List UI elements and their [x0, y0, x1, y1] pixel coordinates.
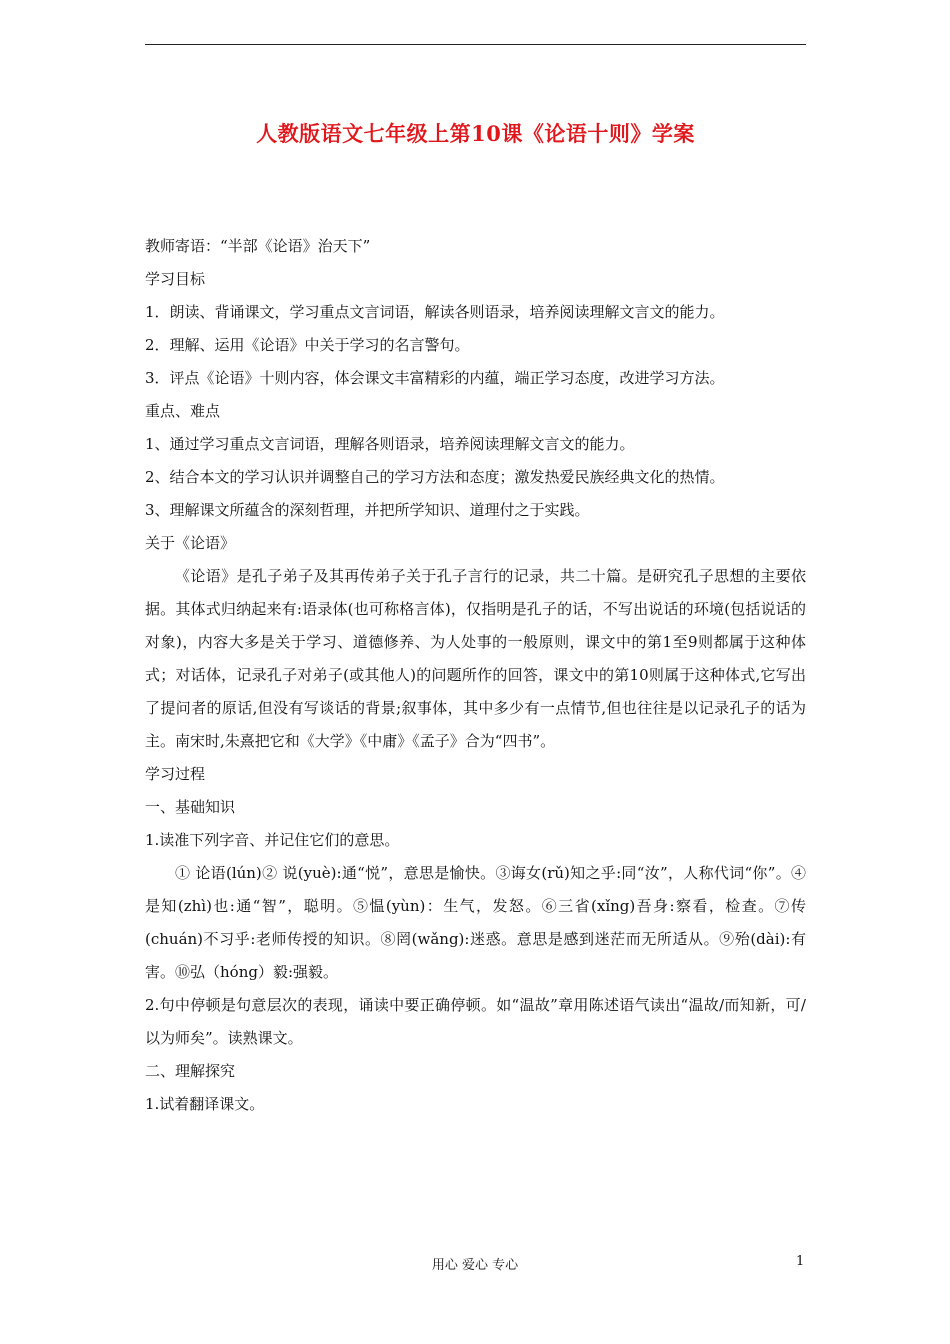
objective-item: 1．朗读、背诵课文，学习重点文言词语，解读各则语录，培养阅读理解文言文的能力。 — [145, 303, 725, 321]
objectives-heading: 学习目标 — [145, 270, 206, 288]
pronunciation-instruction: 1.读准下列字音、并记住它们的意思。 — [145, 831, 400, 849]
footer-motto: 用心 爱心 专心 — [431, 1258, 519, 1273]
section-understanding-heading: 二、理解探究 — [145, 1062, 236, 1080]
keypoint-item: 1、通过学习重点文言词语，理解各则语录，培养阅读理解文言文的能力。 — [145, 435, 635, 453]
document-body — [145, 230, 806, 1121]
objective-item: 2．理解、运用《论语》中关于学习的名言警句。 — [145, 336, 470, 354]
document-title: 人教版语文七年级上第10课《论语十则》学案 — [256, 121, 695, 146]
keypoints-heading: 重点、难点 — [145, 402, 221, 420]
translation-instruction: 1.试着翻译课文。 — [145, 1095, 265, 1113]
pronunciation-paragraph: ① 论语(lún)② 说(yuè):通“悦”，意思是愉快。③诲女(rǔ)知之乎:同“汝”，人称代词“你”。④是知(zhì)也:通“智”，聪明。⑤愠(yùn)：生气，发怒。⑥三省(xǐng)吾身:察看，检查。⑦传(chuán)不习乎:老师传授的知识。⑧罔(wǎng):迷惑。意思是感到迷茫而无所适从。⑨殆(dài):有害。⑩弘（hóng）毅:强毅。 — [145, 864, 806, 981]
objective-item: 3．评点《论语》十则内容，体会课文丰富精彩的内蕴，端正学习态度，改进学习方法。 — [145, 369, 725, 387]
keypoint-item: 3、理解课文所蕴含的深刻哲理，并把所学知识、道理付之于实践。 — [145, 501, 590, 519]
about-paragraph: 《论语》是孔子弟子及其再传弟子关于孔子言行的记录，共二十篇。是研究孔子思想的主要依据。其体式归纳起来有:语录体(也可称格言体)，仅指明是孔子的话，不写出说话的环境(包括说话的对象)，内容大多是关于学习、道德修养、为人处事的一般原则，课文中的第1至9则都属于这种体式；对话体，记录孔子对弟子(或其他人)的问题所作的回答，课文中的第10则属于这种体式,它写出了提问者的原话,但没有写谈话的背景;叙事体，其中多少有一点情节,但也往往是以记录孔子的话为主。南宋时,朱熹把它和《大学》《中庸》《孟子》合为“四书”。 — [145, 567, 806, 750]
process-heading: 学习过程 — [145, 765, 206, 783]
section-basic-heading: 一、基础知识 — [145, 798, 236, 816]
teacher-note: 教师寄语：“半部《论语》治天下” — [145, 237, 371, 255]
header-rule — [145, 44, 806, 45]
pause-paragraph: 2.句中停顿是句意层次的表现，诵读中要正确停顿。如“温故”章用陈述语气读出“温故/而知新，可/以为师矣”。读熟课文。 — [145, 996, 806, 1047]
page-number: 1 — [796, 1254, 805, 1269]
about-heading: 关于《论语》 — [145, 534, 236, 552]
keypoint-item: 2、结合本文的学习认识并调整自己的学习方法和态度；激发热爱民族经典文化的热情。 — [145, 468, 725, 486]
